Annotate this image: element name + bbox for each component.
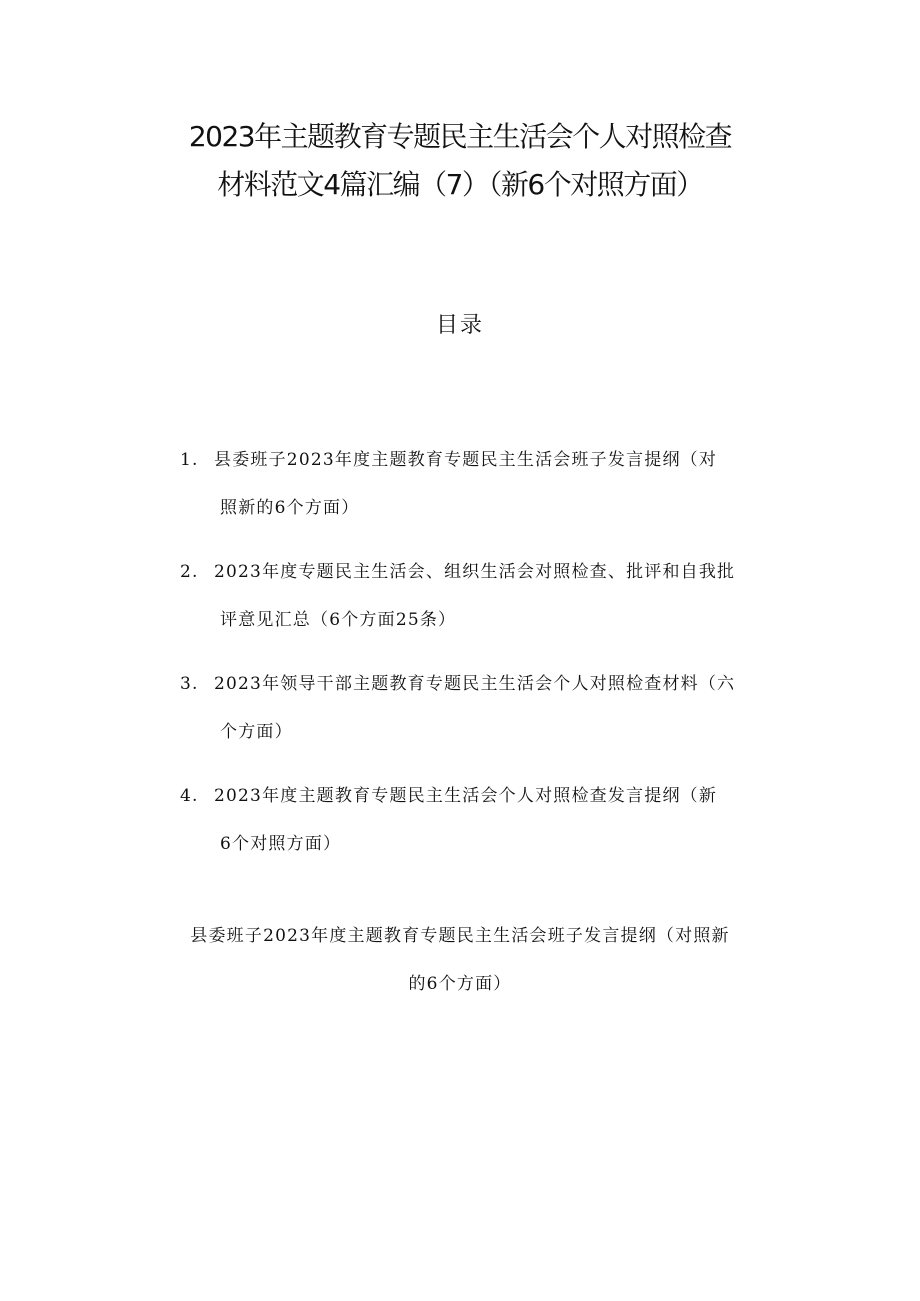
toc-item-text-line1: 县委班子2023年度主题教育专题民主生活会班子发言提纲（对	[214, 450, 718, 470]
toc-item-text-line2: 评意见汇总（6个方面25条）	[220, 610, 457, 630]
toc-item-text-line2: 6个对照方面）	[220, 834, 342, 854]
section-heading-line2: 的6个方面）	[408, 974, 512, 994]
toc-item[interactable]	[180, 444, 790, 524]
document-title-line1: 2023年主题教育专题民主生活会个人对照检查	[188, 120, 732, 153]
document-title-line2: 材料范文4篇汇编（7）（新6个对照方面）	[217, 168, 703, 201]
toc-item-text-line2: 个方面）	[220, 722, 293, 742]
section-heading	[150, 920, 770, 1000]
toc-item-text-line2: 照新的6个方面）	[220, 498, 360, 518]
toc-item[interactable]	[180, 780, 790, 860]
section-heading-line1: 县委班子2023年度主题教育专题民主生活会班子发言提纲（对照新	[190, 926, 730, 946]
table-of-contents	[180, 444, 790, 892]
toc-item-number: 1.	[180, 450, 199, 470]
toc-heading: 目录	[435, 313, 484, 338]
toc-item[interactable]	[180, 668, 790, 748]
toc-item-number: 3.	[180, 674, 199, 694]
toc-item-number: 4.	[180, 786, 199, 806]
toc-item-text-line1: 2023年领导干部主题教育专题民主生活会个人对照检查材料（六	[214, 674, 736, 694]
toc-item-text-line1: 2023年度主题教育专题民主生活会个人对照检查发言提纲（新	[214, 786, 718, 806]
document-title	[0, 113, 920, 209]
toc-item-text-line1: 2023年度专题民主生活会、组织生活会对照检查、批评和自我批	[214, 562, 736, 582]
toc-item-number: 2.	[180, 562, 199, 582]
toc-item[interactable]	[180, 556, 790, 636]
